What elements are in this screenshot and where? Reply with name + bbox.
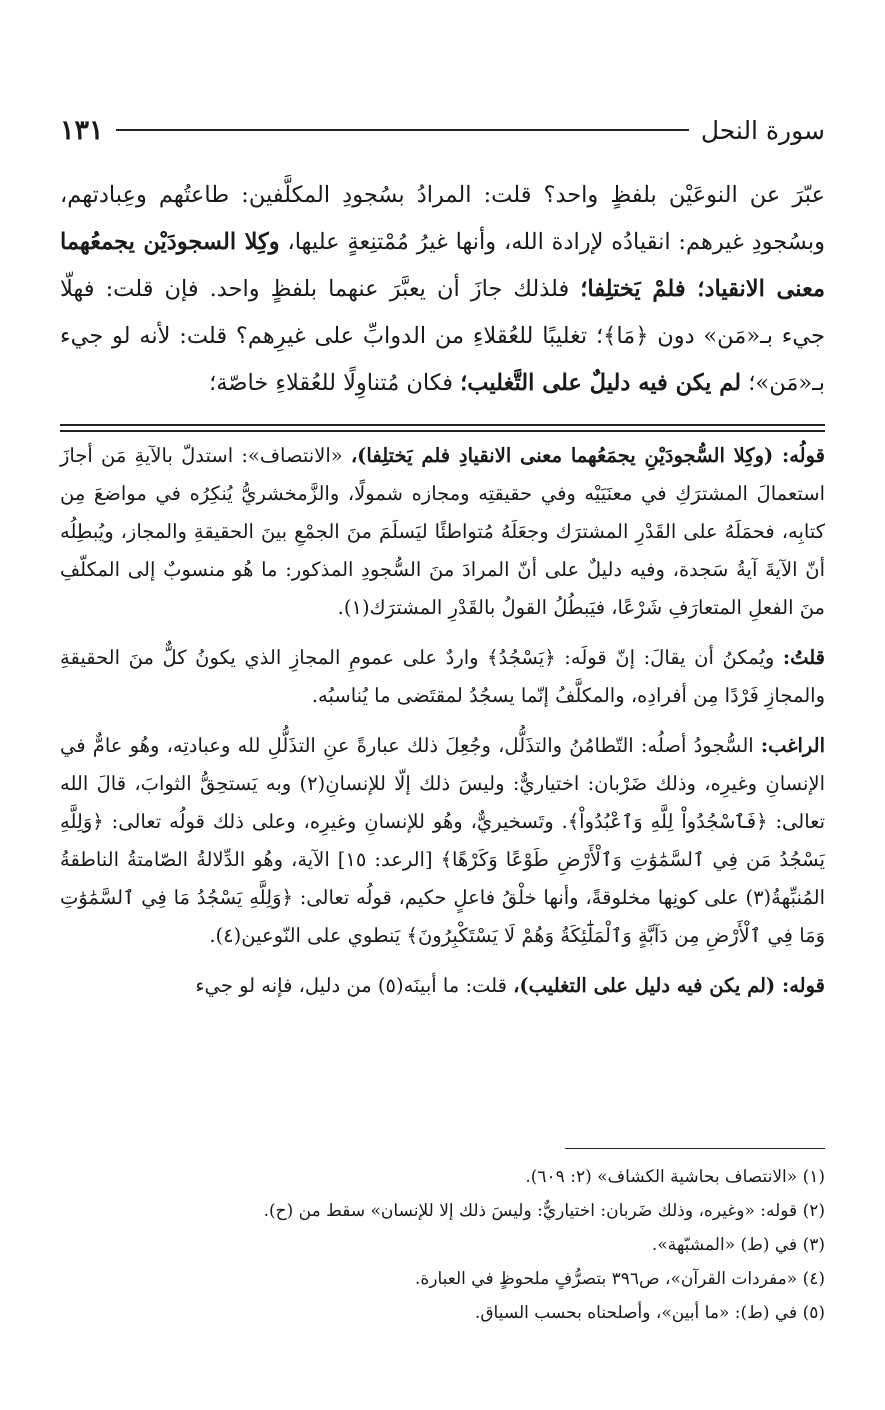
footnote-rule — [565, 1148, 825, 1149]
page-header — [60, 108, 825, 152]
main-text-part: فكان مُتناوِلًا للعُقلاءِ خاصّة؛ — [209, 370, 461, 396]
commentary-text: السُّجودُ أصلُه: التّطامُنُ والتذَلُّل، وجُعِلَ ذلك عبارةً عنِ التذَلُّلِ لله وعبادتِه، وهُو عامٌّ في الإنسانِ وغيرِه، وذلك ضَرْبان: اختياريٌّ: وليسَ ذلك إلّا للإنسانِ(٢) وبه يَستحِقُّ الثوابَ، قالَ الله تعالى: ﴿فَٱسْجُدُواْ لِلَّهِ وَٱعْبُدُواْ﴾. وتَسخيريٌّ، وهُو للإنسانِ وغيرِه، وعلى ذلك قولُه تعالى: ﴿وَلِلَّهِ يَسْجُدُ مَن فِي ٱلسَّمَٰوَٰتِ وَٱلْأَرْضِ طَوْعًا وَكَرْهًا﴾ [الرعد: ١٥] الآية، وهُو الدِّلالةُ الصّامتةُ الناطقةُ المُنبِّهةُ(٣) على كونِها مخلوقةً، وأنها خلْقُ فاعلٍ حكيم، قولُه تعالى: ﴿وَلِلَّهِ يَسْجُدُ مَا فِي ٱلسَّمَٰوَٰتِ وَمَا فِي ٱلْأَرْضِ مِن دَآبَّةٍ وَٱلْمَلَٰٓئِكَةُ وَهُمْ لَا يَسْتَكْبِرُونَ﴾ يَنطوي على النّوعين(٤). — [60, 734, 826, 947]
commentary-text: «الانتصاف»: استدلّ بالآيةِ مَن أجازَ استعمالَ المشترَكِ في معنَيَيْه وفي حقيقتِه ومجازه شمولًا، والزَّمخشريُّ يُنكِرُه في مواضعَ مِن كتابِه، فحمَلَهُ على القَدْرِ المشترَك وجعَلَهُ مُتواطئًا ليَسلَمَ منَ الجمْعِ بينَ الحقيقةِ والمجاز، ويُبطِلُه أنّ الآيةَ آيةُ سَجدة، وفيه دليلٌ على أنّ المرادَ منَ السُّجودِ المذكور: ما هُو منسوبٌ إلى المكلّفِ منَ الفعلِ المتعارَفِ شَرْعًا، فيَبطُلُ القولُ بالقَدْرِ المشترَك(١). — [60, 444, 825, 619]
commentary — [60, 437, 825, 1017]
header-rule — [116, 129, 689, 131]
footnote: (١) «الانتصاف بحاشية الكشاف» (٢: ٦٠٩). — [525, 1167, 825, 1187]
commentary-paragraph — [60, 727, 825, 955]
commentary-paragraph — [60, 967, 825, 1005]
commentary-paragraph — [60, 437, 825, 627]
footnote: (٢) قوله: «وغيره، وذلك ضَربان: اختياريٌّ: وليسَ ذلك إلا للإنسان» سقط من (ح). — [263, 1201, 825, 1221]
footnote: (٤) «مفردات القرآن»، ص٣٩٦ بتصرُّفٍ ملحوظٍ في العبارة. — [414, 1269, 825, 1289]
footnote: (٣) في (ط) «المشبّهة». — [651, 1235, 825, 1255]
surah-title: سورة النحل — [700, 115, 825, 145]
page-number: ١٣١ — [60, 114, 104, 146]
text-commentary-divider — [60, 424, 825, 432]
commentary-lemma: قلتُ: — [782, 646, 825, 669]
commentary-text: ويُمكنُ أن يقالَ: إنّ قولَه: ﴿يَسْجُدُ﴾ واردٌ على عمومِ المجازِ الذي يكونُ كلٌّ منَ الحقيقةِ والمجازِ فَرْدًا مِن أفرادِه، والمكلَّفُ إنّما يسجُدُ لمقتَضى ما يُناسبُه. — [60, 646, 825, 707]
commentary-lemma: الراغب: — [760, 734, 825, 757]
commentary-lemma: قولُه: (وكِلا السُّجودَيْنِ يجمَعُهما معنى الانقيادِ فلم يَختلِفا)، — [350, 444, 826, 467]
main-text — [60, 172, 825, 407]
main-text-part: عبّرَ عن النوعَيْن بلفظٍ واحد؟ قلت: المرادُ بسُجودِ المكلَّفين: طاعتُهم وعِبادتهم، وبسُجودِ غيرهم: انقيادُه لإرادة الله، وأنها غيرُ مُمْتنِعةٍ عليها، — [60, 182, 825, 255]
commentary-text: قلت: ما أبينَه(٥) من دليل، فإنه لو جيء — [195, 974, 514, 997]
footnote: (٥) في (ط): «ما أبين»، وأصلحناه بحسب السياق. — [474, 1303, 825, 1323]
main-text-bold: وكِلا السجودَيْن يجمعُهما معنى الانقياد؛ فلمْ يَختلِفا؛ — [60, 229, 825, 302]
main-paragraph — [60, 172, 825, 407]
main-text-bold: لم يكن فيه دليلٌ على التَّغليب؛ — [460, 370, 742, 396]
commentary-lemma: قوله: (لم يكن فيه دليل على التغليب)، — [513, 974, 825, 997]
commentary-paragraph — [60, 639, 825, 715]
footnotes — [60, 1160, 825, 1330]
main-text-part: فلذلك جازَ أن يعبَّرَ عنهما بلفظٍ واحد. فإن قلت: فهلّا جيء بـ«مَن» دون ﴿مَا﴾؛ تغليبًا للعُقلاءِ من الدوابِّ على غيرِهم؟ قلت: لأنه لو جيء بـ«مَن»؛ — [60, 276, 825, 396]
